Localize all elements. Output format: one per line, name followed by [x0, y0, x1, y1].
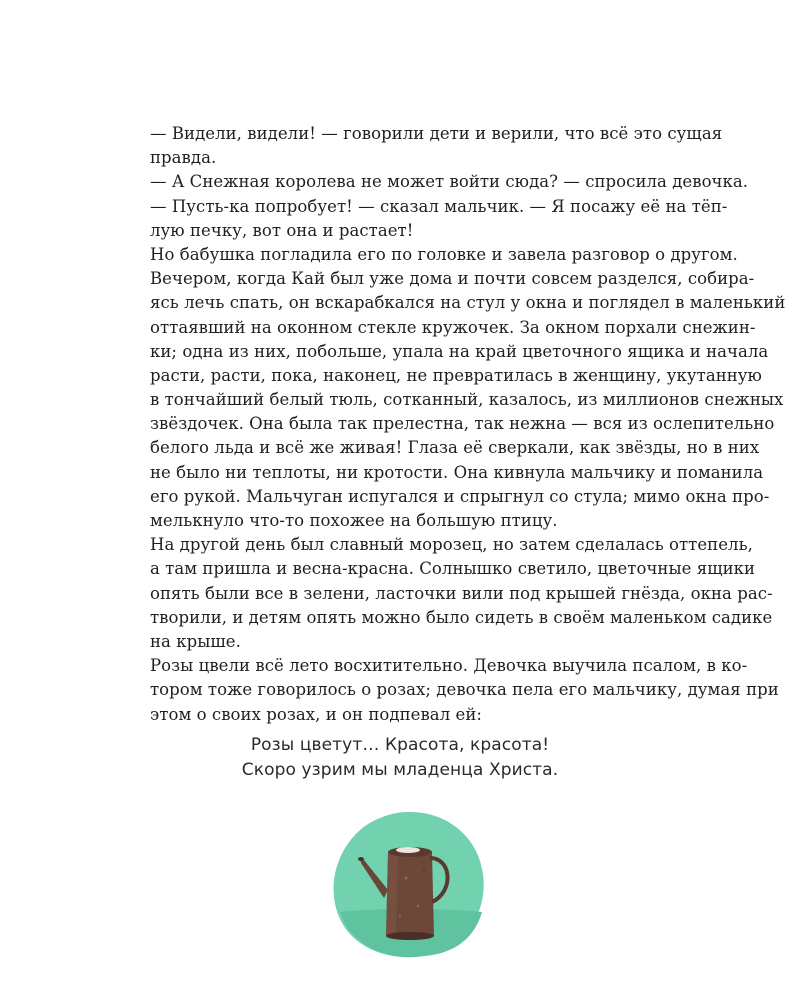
text-line: его рукой. Мальчуган испугался и спрыгнул со стула; мимо окна про-: [150, 486, 770, 506]
text-line: опять были все в зелени, ласточки вили под крышей гнёзда, окна рас-: [150, 583, 773, 603]
text-line: На другой день был славный морозец, но затем сделалась оттепель,: [150, 535, 753, 555]
text-line: расти, расти, пока, наконец, не превратилась в женщину, укутанную: [150, 365, 762, 385]
text-line: — А Снежная королева не может войти сюда? — спросила девочка.: [150, 172, 749, 192]
text-line: творили, и детям опять можно было сидеть в своём маленьком садике: [150, 607, 773, 627]
text-line: звёздочек. Она была так прелестна, так нежна — вся из ослепительно: [150, 414, 775, 434]
text-line: — Видели, видели! — говорили дети и верили, что всё это сущая: [150, 124, 723, 143]
text-line: тором тоже говорилось о розах; девочка пела его мальчику, думая при: [150, 680, 779, 700]
text-line: этом о своих розах, и он подпевал ей:: [150, 704, 482, 724]
text-line: на крыше.: [150, 631, 241, 651]
text-line: оттаявший на оконном стекле кружочек. За окном порхали снежин-: [150, 317, 756, 337]
text-line: Но бабушка погладила его по головке и завела разговор о другом.: [150, 244, 738, 264]
text-line: правда.: [150, 148, 217, 168]
poem-verse: [0, 733, 800, 783]
story-text: [150, 122, 786, 727]
text-line: ясь лечь спать, он вскарабкался на стул у окна и поглядел в маленький: [150, 293, 786, 313]
text-line: а там пришла и весна-красна. Солнышко светило, цветочные ящики: [150, 559, 756, 579]
text-line: в тончайший белый тюль, сотканный, казалось, из миллионов снежных: [150, 390, 784, 410]
text-line: Розы цвели всё лето восхитительно. Девочка выучила псалом, в ко-: [150, 656, 748, 676]
text-line: мелькнуло что-то похожее на большую птицу.: [150, 511, 558, 530]
watering-can-illustration: [328, 808, 488, 960]
text-line: ки; одна из них, побольше, упала на край цветочного ящика и начала: [150, 341, 769, 361]
text-line: Вечером, когда Кай был уже дома и почти совсем разделся, собира-: [150, 269, 755, 289]
text-line: — Пусть-ка попробует! — сказал мальчик. — Я посажу её на тёп-: [150, 196, 728, 216]
text-line: белого льда и всё же живая! Глаза её сверкали, как звёзды, но в них: [150, 438, 760, 458]
text-line: не было ни теплоты, ни кротости. Она кивнула мальчику и поманила: [150, 462, 764, 482]
poem-line: Розы цветут… Красота, красота!: [250, 735, 550, 755]
poem-line: Скоро узрим мы младенца Христа.: [241, 760, 559, 780]
text-line: лую печку, вот она и растает!: [150, 220, 414, 240]
